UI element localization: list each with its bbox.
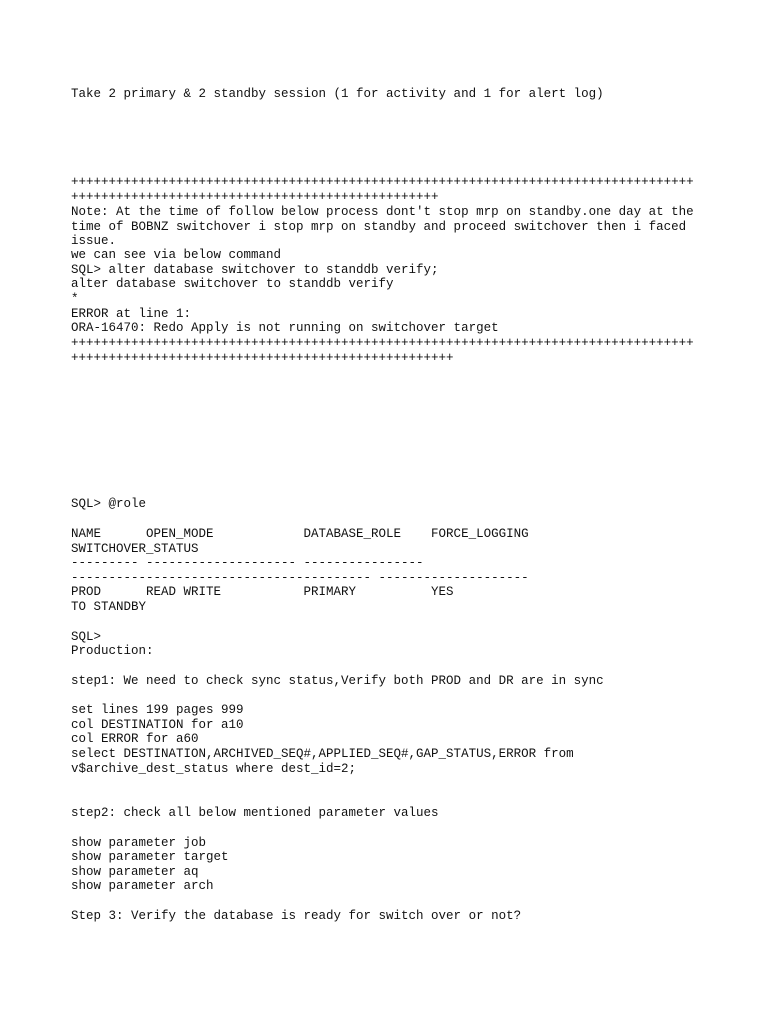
code-line: set lines 199 pages 999 [71, 703, 244, 717]
doc-line: Note: At the time of follow below process dont't stop mrp on standby.one day at the [71, 205, 694, 219]
separator-line: +++++++++++++++++++++++++++++++++++++++++++++++++ [71, 190, 439, 204]
step-heading: step2: check all below mentioned parameter values [71, 806, 439, 820]
code-line: col ERROR for a60 [71, 732, 199, 746]
code-line: show parameter aq [71, 865, 199, 879]
table-row-line: PROD READ WRITE PRIMARY YES [71, 585, 454, 599]
code-line: show parameter arch [71, 879, 214, 893]
error-line: ORA-16470: Redo Apply is not running on switchover target [71, 321, 499, 335]
code-line: show parameter job [71, 836, 207, 850]
table-header-line: NAME OPEN_MODE DATABASE_ROLE FORCE_LOGGING [71, 527, 529, 541]
doc-line: we can see via below command [71, 248, 282, 262]
table-rule-line: ---------------------------------------- -------------------- [71, 571, 529, 585]
doc-line: Take 2 primary & 2 standby session (1 for activity and 1 for alert log) [71, 87, 604, 101]
code-line: * [71, 292, 79, 306]
code-line: SQL> alter database switchover to standdb verify; [71, 263, 439, 277]
doc-line: Production: [71, 644, 154, 658]
step-heading: step1: We need to check sync status,Verify both PROD and DR are in sync [71, 674, 604, 688]
code-line: select DESTINATION,ARCHIVED_SEQ#,APPLIED_SEQ#,GAP_STATUS,ERROR from [71, 747, 574, 761]
code-line: SQL> @role [71, 497, 147, 511]
code-line: SQL> [71, 630, 102, 644]
separator-line: +++++++++++++++++++++++++++++++++++++++++++++++++++ [71, 351, 454, 365]
code-line: col DESTINATION for a10 [71, 718, 244, 732]
code-line: show parameter target [71, 850, 229, 864]
doc-line: time of BOBNZ switchover i stop mrp on standby and proceed switchover then i faced [71, 220, 687, 234]
code-line: v$archive_dest_status where dest_id=2; [71, 762, 357, 776]
table-header-line: SWITCHOVER_STATUS [71, 542, 199, 556]
step-heading: Step 3: Verify the database is ready for switch over or not? [71, 909, 522, 923]
table-rule-line: --------- -------------------- ---------------- [71, 556, 424, 570]
code-line: alter database switchover to standdb verify [71, 277, 394, 291]
separator-line: +++++++++++++++++++++++++++++++++++++++++++++++++++++++++++++++++++++++++++++++++++ [71, 175, 694, 189]
table-row-line: TO STANDBY [71, 600, 147, 614]
doc-line: issue. [71, 234, 117, 248]
separator-line: +++++++++++++++++++++++++++++++++++++++++++++++++++++++++++++++++++++++++++++++++++ [71, 336, 694, 350]
error-line: ERROR at line 1: [71, 307, 192, 321]
